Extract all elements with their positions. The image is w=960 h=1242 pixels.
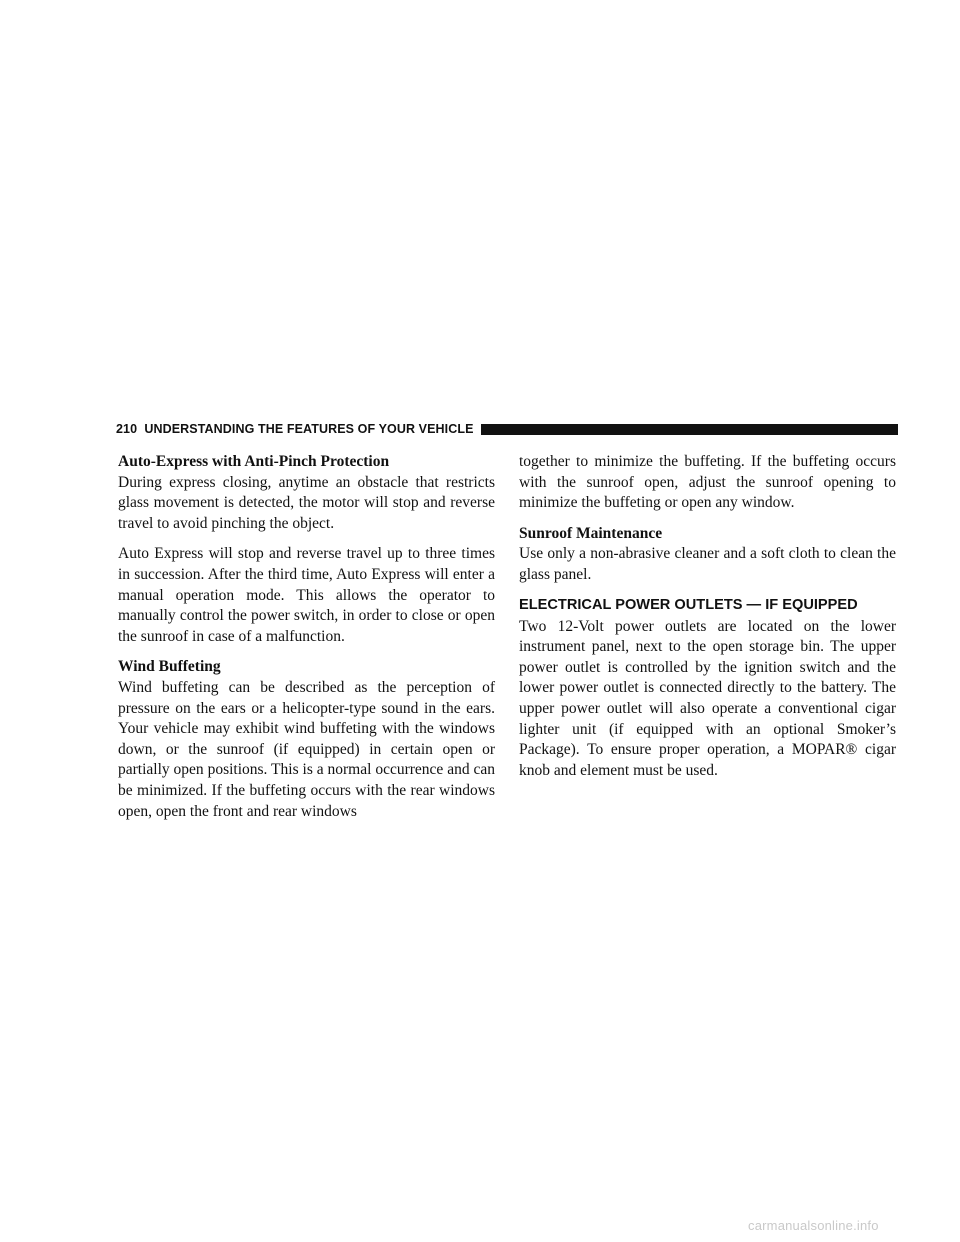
left-column: [118, 452, 495, 832]
footer-watermark: carmanualsonline.info: [748, 1218, 879, 1233]
page-header-text: [116, 422, 474, 436]
page-number: 210: [116, 422, 138, 436]
anti-pinch-paragraph-1: During express closing, anytime an obstacle that restricts glass movement is detected, the motor will stop and reverse travel to avoid pinching the object.: [118, 473, 495, 532]
anti-pinch-heading: Auto-Express with Anti-Pinch Protection: [118, 453, 390, 470]
power-outlets-paragraph: Two 12-Volt power outlets are located on the lower instrument panel, next to the open storage bin. The upper power outlet is controlled by the ignition switch and the lower power outlet is connected directly to the battery. The upper power outlet will also operate a conventional cigar lighter unit (if equipped with an optional Smoker’s Package). To ensure proper operation, a MOPAR® cigar knob and element must be used.: [519, 617, 896, 779]
page-header: [116, 421, 898, 437]
wind-buffeting-paragraph: Wind buffeting can be described as the perception of pressure on the ears or a helicopter-type sound in the ears. Your vehicle may exhibit wind buffeting with the windows down, or the sunroof (if equipped) in certain open or partially open positions. This is a normal occurrence and can be minimized. If the buffeting occurs with the rear windows open, open the front and rear windows: [118, 678, 495, 820]
chapter-title: UNDERSTANDING THE FEATURES OF YOUR VEHICLE: [144, 422, 474, 436]
header-rule-bar: [481, 424, 898, 435]
anti-pinch-paragraph-2: Auto Express will stop and reverse travel up to three times in succession. After the third time, Auto Express will enter a manual operation mode. This allows the operator to manually control the power switch, in order to close or open the sunroof in case of a malfunction.: [118, 545, 495, 645]
power-outlets-heading: ELECTRICAL POWER OUTLETS — IF EQUIPPED: [519, 596, 858, 613]
right-column: [519, 452, 896, 791]
sunroof-maintenance-paragraph: Use only a non-abrasive cleaner and a soft cloth to clean the glass panel.: [519, 545, 896, 583]
sunroof-maintenance-heading: Sunroof Maintenance: [519, 524, 663, 542]
wind-buffeting-heading: Wind Buffeting: [118, 658, 221, 676]
wind-buffeting-continued: together to minimize the buffeting. If the buffeting occurs with the sunroof open, adjust the sunroof opening to minimize the buffeting or open any window.: [519, 453, 896, 512]
